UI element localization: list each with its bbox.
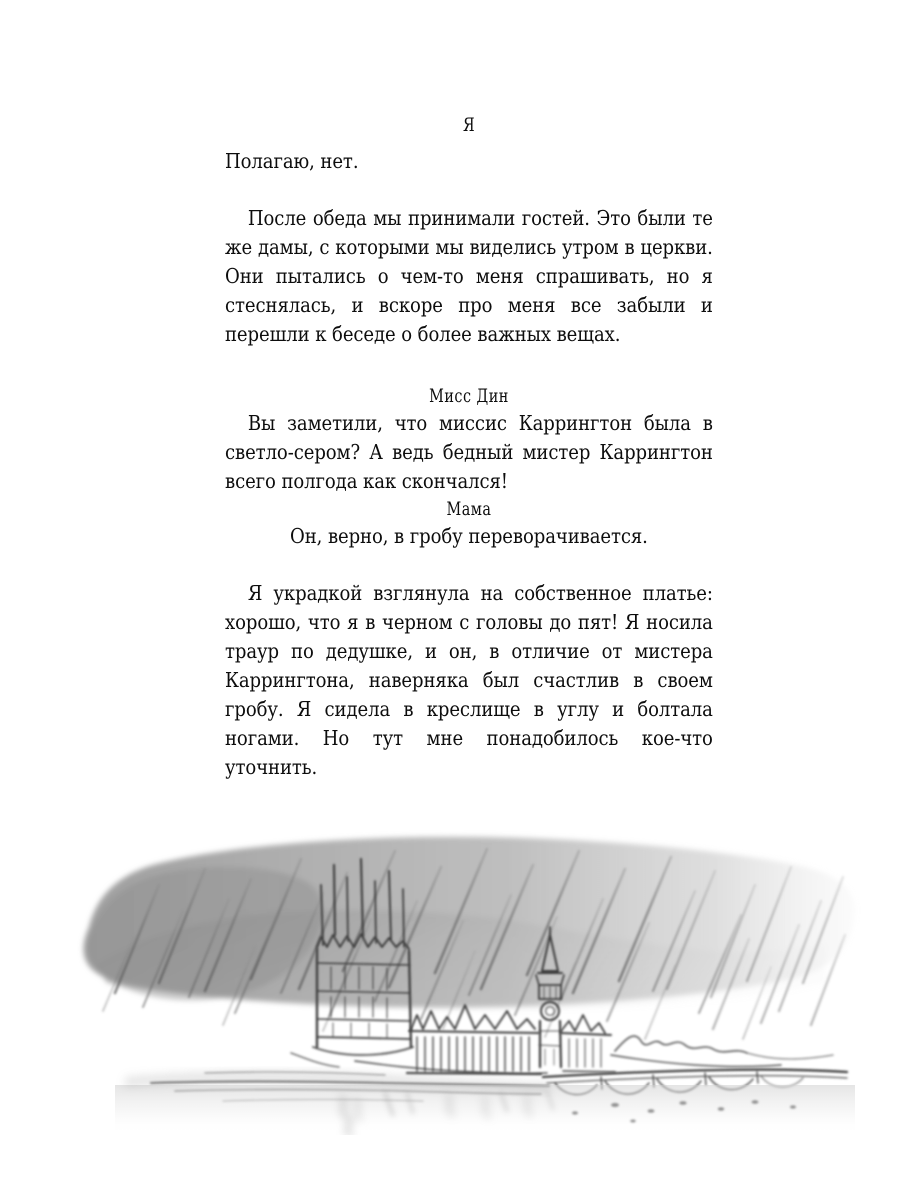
westminster-in-the-rain-sketch: [55, 815, 865, 1135]
sketch-svg: [55, 815, 865, 1135]
spacer: [225, 349, 713, 383]
paragraph-miss-din-speech: Вы заметили, что миссис Каррингтон была в светло-сером? А ведь бедный мистер Каррингтон всего полгода как скончался!: [225, 411, 713, 493]
paragraph-ya-ukradkoy: Я украдкой взглянула на собственное платье: хорошо, что я в черном с головы до пят! Я носила траур по дедушке, и он, в отличие от мистера Каррингтона, наверняка был счастлив в своем гробу. Я сидела в креслище в углу и болтала ногами. Но тут мне понадобилось кое-что уточнить.: [225, 581, 713, 779]
line-polagayu: Полагаю, нет.: [225, 149, 359, 173]
thames-water: [115, 1085, 855, 1135]
parliament-facade: [291, 1005, 615, 1074]
speaker-miss-din: Мисс Дин: [429, 385, 509, 407]
page-text-block: [225, 112, 713, 782]
spacer: [225, 551, 713, 579]
distant-skyline: [611, 1036, 833, 1066]
paragraph-mama-speech: Он, верно, в гробу переворачивается.: [290, 524, 648, 548]
paragraph-posle-obeda: После обеда мы принимали гостей. Это были те же дамы, с которыми мы виделись утром в церкви. Они пытались о чем-то меня спрашивать, но я стеснялась, и вскоре про меня все забыли и перешли к беседе о более важных вещах.: [225, 206, 713, 346]
speaker-ya: Я: [462, 114, 476, 136]
spacer: [225, 176, 713, 204]
speaker-mama: Мама: [446, 498, 492, 520]
